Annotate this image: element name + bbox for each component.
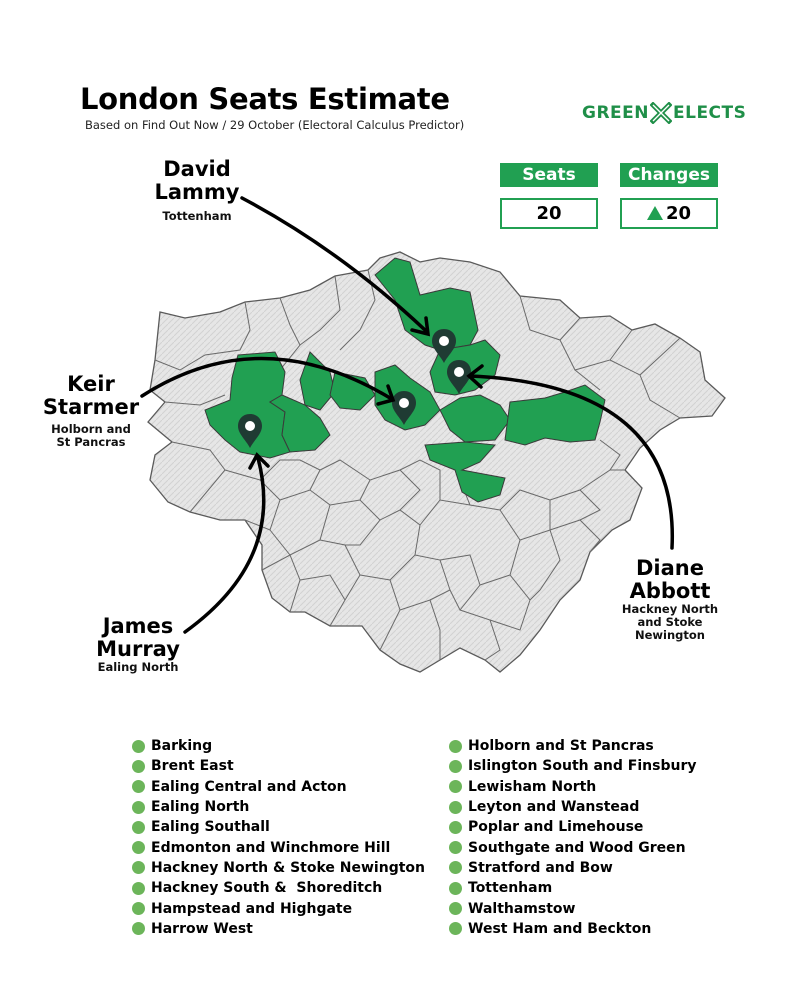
- list-item: Ealing Central and Acton: [132, 777, 425, 797]
- logo-text-green: GREEN: [582, 103, 649, 123]
- list-item: Walthamstow: [449, 898, 696, 918]
- seat-list-right: [449, 736, 696, 939]
- bullet-dot: [449, 760, 462, 773]
- abbott-seat-line1: Hackney North: [621, 602, 719, 616]
- starmer-seat-line1: Holborn and: [51, 422, 131, 436]
- abbott-first-name: Diane: [636, 556, 704, 580]
- abbott-last-name: Abbott: [629, 579, 711, 603]
- bullet-dot: [132, 760, 145, 773]
- bullet-dot: [449, 780, 462, 793]
- callout-starmer-seat: [36, 423, 146, 449]
- list-item: Ealing Southall: [132, 817, 425, 837]
- bullet-dot: [132, 882, 145, 895]
- murray-first-name: James: [102, 614, 174, 638]
- logo-text-elects: ELECTS: [673, 103, 747, 123]
- bullet-dot: [449, 841, 462, 854]
- bullet-dot: [449, 801, 462, 814]
- seats-value: 20: [500, 198, 598, 229]
- list-item: Leyton and Wanstead: [449, 797, 696, 817]
- bullet-dot: [132, 740, 145, 753]
- starmer-first-name: Keir: [67, 372, 115, 396]
- changes-label: Changes: [620, 163, 718, 187]
- callout-abbott-name: [615, 557, 725, 603]
- list-item: Harrow West: [132, 919, 425, 939]
- lammy-first-name: David: [163, 157, 231, 181]
- bullet-dot: [132, 922, 145, 935]
- list-item: Lewisham North: [449, 777, 696, 797]
- callout-murray-seat: Ealing North: [97, 660, 179, 674]
- murray-last-name: Murray: [96, 637, 180, 661]
- list-item: West Ham and Beckton: [449, 919, 696, 939]
- seat-list-left: [132, 736, 425, 939]
- bullet-dot: [132, 902, 145, 915]
- list-item: Holborn and St Pancras: [449, 736, 696, 756]
- callout-murray-name: [88, 615, 188, 661]
- bullet-dot: [449, 882, 462, 895]
- list-item: Islington South and Finsbury: [449, 756, 696, 776]
- changes-value: 20: [665, 203, 692, 224]
- list-item: Hackney South & Shoreditch: [132, 878, 425, 898]
- list-item: Southgate and Wood Green: [449, 837, 696, 857]
- bullet-dot: [132, 841, 145, 854]
- bullet-dot: [449, 902, 462, 915]
- list-item: Poplar and Limehouse: [449, 817, 696, 837]
- abbott-seat-line3: Newington: [635, 628, 705, 642]
- bullet-dot: [132, 801, 145, 814]
- seats-label: Seats: [500, 163, 598, 187]
- bullet-dot: [449, 861, 462, 874]
- callout-lammy-name: [152, 158, 242, 204]
- bullet-dot: [132, 861, 145, 874]
- page-subtitle: Based on Find Out Now / 29 October (Electoral Calculus Predictor): [85, 118, 465, 132]
- list-item: Stratford and Bow: [449, 858, 696, 878]
- list-item: Barking: [132, 736, 425, 756]
- list-item: Hampstead and Highgate: [132, 898, 425, 918]
- lammy-last-name: Lammy: [154, 180, 240, 204]
- bullet-dot: [449, 922, 462, 935]
- list-item: Edmonton and Winchmore Hill: [132, 837, 425, 857]
- bullet-dot: [132, 780, 145, 793]
- bullet-dot: [449, 821, 462, 834]
- list-item: Ealing North: [132, 797, 425, 817]
- callout-lammy-seat: Tottenham: [162, 209, 232, 223]
- list-item: Hackney North & Stoke Newington: [132, 858, 425, 878]
- bullet-dot: [449, 740, 462, 753]
- bullet-dot: [132, 821, 145, 834]
- page-title: London Seats Estimate: [80, 82, 450, 116]
- callout-starmer-name: [36, 373, 146, 419]
- callout-abbott-seat: [610, 603, 730, 642]
- list-item: Tottenham: [449, 878, 696, 898]
- abbott-seat-line2: and Stoke: [637, 615, 703, 629]
- list-item: Brent East: [132, 756, 425, 776]
- starmer-seat-line2: St Pancras: [56, 435, 126, 449]
- starmer-last-name: Starmer: [42, 395, 140, 419]
